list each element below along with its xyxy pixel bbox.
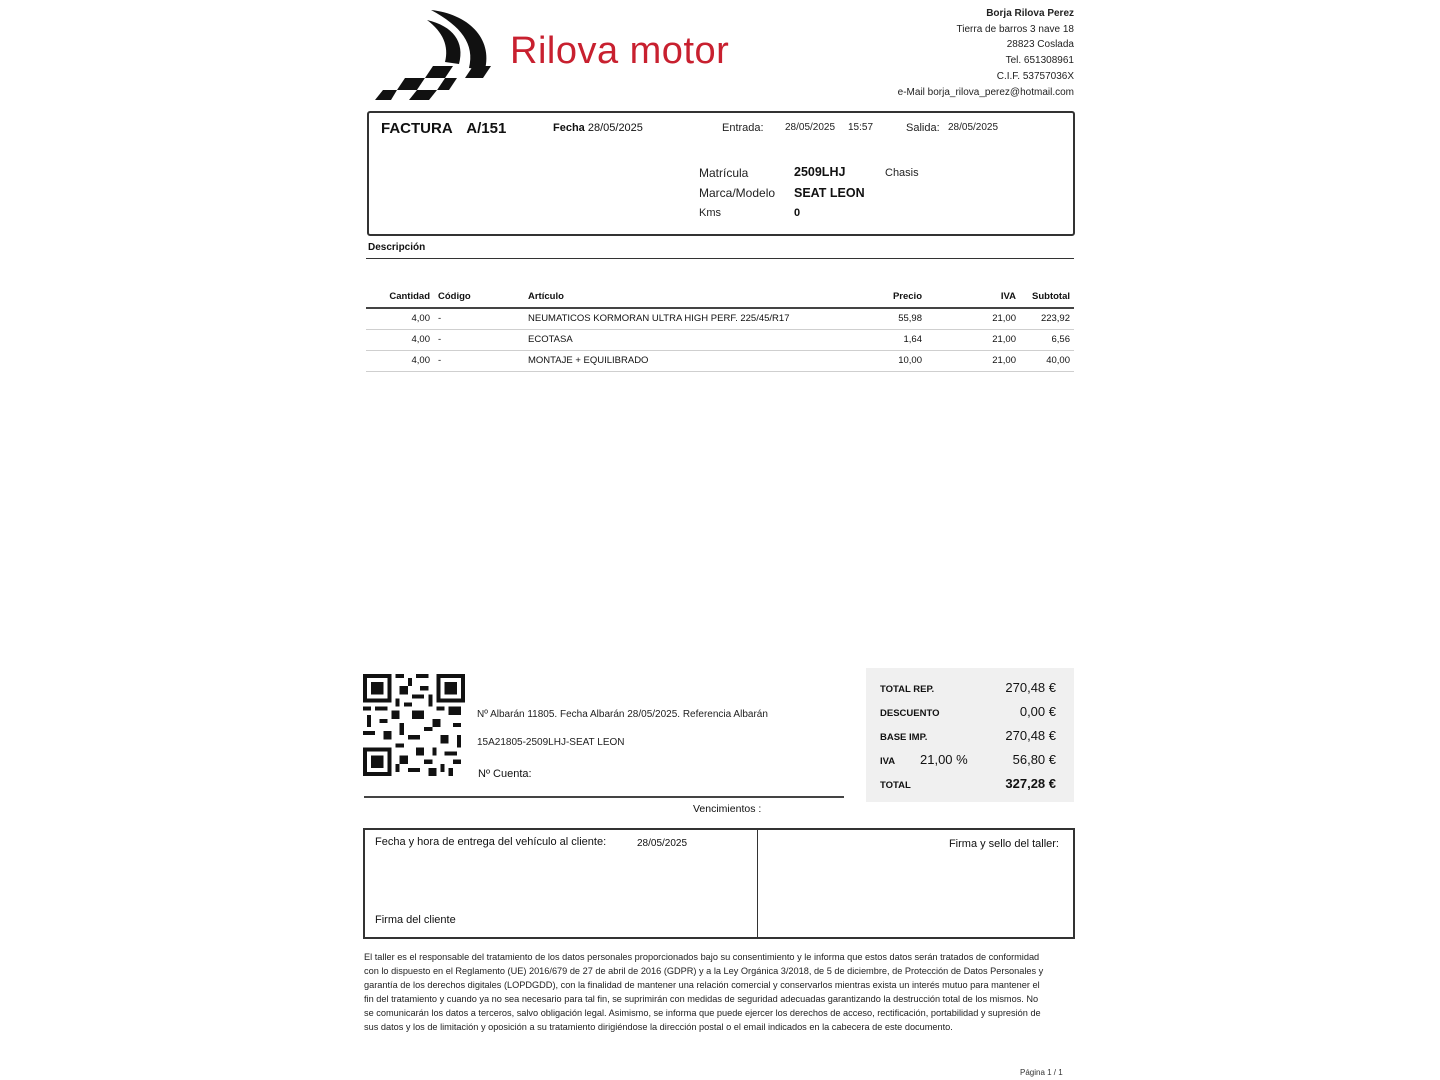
entrada-date: 28/05/2025 — [785, 122, 836, 133]
cell-articulo: MONTAJE + EQUILIBRADO — [524, 351, 844, 372]
cell-codigo: - — [434, 308, 524, 330]
company-phone: Tel. 651308961 — [1005, 55, 1074, 67]
entrega-date: 28/05/2025 — [637, 838, 688, 849]
col-cantidad: Cantidad — [366, 288, 434, 308]
table-row — [366, 308, 1074, 330]
descuento-label: DESCUENTO — [880, 708, 940, 719]
invoice-title — [381, 120, 516, 137]
cell-iva: 21,00 — [926, 330, 1020, 351]
salida-date: 28/05/2025 — [948, 122, 999, 133]
matricula-value: 2509LHJ — [794, 165, 846, 179]
marca-value: SEAT LEON — [794, 186, 865, 200]
notes-divider — [364, 796, 844, 798]
entrada-label: Entrada: — [722, 122, 764, 134]
kms-value: 0 — [794, 207, 801, 219]
brand-name: Rilova motor — [510, 30, 730, 72]
total-label: TOTAL — [880, 780, 911, 791]
table-row — [366, 351, 1074, 372]
cell-subtotal: 6,56 — [1020, 330, 1074, 351]
salida-label: Salida: — [906, 122, 940, 134]
items-table — [366, 288, 1074, 372]
vencimientos-label: Vencimientos : — [693, 803, 762, 815]
cell-precio: 55,98 — [844, 308, 926, 330]
col-subtotal: Subtotal — [1020, 288, 1074, 308]
signature-box — [363, 828, 1075, 939]
total-rep-row — [880, 680, 1056, 700]
cuenta-label: Nº Cuenta: — [478, 768, 532, 780]
cell-iva: 21,00 — [926, 351, 1020, 372]
total-rep-label: TOTAL REP. — [880, 684, 935, 695]
signature-divider — [757, 830, 758, 937]
invoice-label: FACTURA — [381, 120, 453, 137]
col-precio: Precio — [844, 288, 926, 308]
total-row — [880, 776, 1056, 796]
legal-text: El taller es el responsable del tratamiento de los datos personales proporcionados bajo su consentimiento y le informa que estos datos serán tratados de conformidad con lo dispuesto en el Reglamento (UE) 2016/679 de 27 de abril de 2016 (GDPR) y a la Ley Orgánica 3/2018, de 5 de diciembre, de Protección de Datos Personales y garantía de los derechos digitales (LOPDGDD), con la finalidad de mantener una relación comercial y conservarlos mientras exista un interés mutuo para mantener el fin del tratamiento y cuando ya no sea necesario para tal fin, se suprimirán con medidas de seguridad adecuadas garantizando la destrucción total de los mismos. No se comunicarán los datos a terceros, salvo obligación legal. Asimismo, se informa que puede ejercer los derechos de acceso, rectificación, portabilidad y supresión de sus datos y los de limitación y oposición a su tratamiento dirigiéndose la dirección postal o el email indicados en la cabecera de este documento. — [364, 952, 1044, 1032]
cell-subtotal: 40,00 — [1020, 351, 1074, 372]
page-number: Página 1 / 1 — [1020, 1068, 1063, 1077]
descuento-value: 0,00 € — [1019, 704, 1056, 719]
col-articulo: Artículo — [524, 288, 844, 308]
base-row — [880, 728, 1056, 748]
invoice-number: A/151 — [466, 120, 507, 137]
company-cif: C.I.F. 53757036X — [996, 70, 1074, 82]
cell-articulo: ECOTASA — [524, 330, 844, 351]
description-title: Descripción — [368, 242, 426, 253]
cell-codigo: - — [434, 351, 524, 372]
iva-percent: 21,00 % — [920, 752, 968, 767]
cell-cantidad: 4,00 — [366, 330, 434, 351]
items-header-row — [366, 288, 1074, 308]
invoice-date — [553, 122, 643, 134]
checkered-flag-logo-icon — [373, 8, 493, 102]
iva-row — [880, 752, 1056, 772]
chasis-label: Chasis — [885, 167, 919, 179]
cell-subtotal: 223,92 — [1020, 308, 1074, 330]
cell-cantidad: 4,00 — [366, 308, 434, 330]
matricula-label: Matrícula — [699, 166, 749, 180]
invoice-date-label: Fecha — [553, 122, 585, 134]
company-owner: Borja Rilova Perez — [986, 8, 1074, 19]
table-row — [366, 330, 1074, 351]
base-value: 270,48 € — [1005, 728, 1056, 743]
company-address: Tierra de barros 3 nave 18 — [956, 23, 1074, 35]
invoice-date-value: 28/05/2025 — [587, 122, 643, 134]
totals-panel — [866, 668, 1074, 802]
col-codigo: Código — [434, 288, 524, 308]
albaran-notes — [477, 701, 768, 757]
firma-taller-label: Firma y sello del taller: — [948, 838, 1059, 850]
total-value: 327,28 € — [1005, 776, 1056, 791]
cell-iva: 21,00 — [926, 308, 1020, 330]
descuento-row — [880, 704, 1056, 724]
base-label: BASE IMP. — [880, 732, 928, 743]
iva-label: IVA — [880, 756, 896, 767]
company-city: 28823 Coslada — [1006, 39, 1074, 51]
albaran-line-1: Nº Albarán 11805. Fecha Albarán 28/05/2025. Referencia Albarán — [477, 709, 768, 720]
cell-articulo: NEUMATICOS KORMORAN ULTRA HIGH PERF. 225/45/R17 — [524, 308, 844, 330]
total-rep-value: 270,48 € — [1005, 680, 1056, 695]
qr-code-icon — [363, 674, 465, 776]
albaran-line-2: 15A21805-2509LHJ-SEAT LEON — [477, 737, 625, 748]
cell-precio: 1,64 — [844, 330, 926, 351]
cell-precio: 10,00 — [844, 351, 926, 372]
cell-cantidad: 4,00 — [366, 351, 434, 372]
iva-value: 56,80 € — [1012, 752, 1056, 767]
col-iva: IVA — [926, 288, 1020, 308]
company-info — [898, 6, 1074, 100]
kms-label: Kms — [699, 207, 721, 219]
company-email: e-Mail borja_rilova_perez@hotmail.com — [897, 86, 1074, 98]
entrada-time: 15:57 — [848, 122, 874, 133]
description-divider — [366, 258, 1074, 259]
firma-cliente-label: Firma del cliente — [375, 914, 456, 926]
marca-label: Marca/Modelo — [699, 186, 776, 200]
cell-codigo: - — [434, 330, 524, 351]
entrega-label: Fecha y hora de entrega del vehículo al cliente: — [375, 836, 607, 848]
